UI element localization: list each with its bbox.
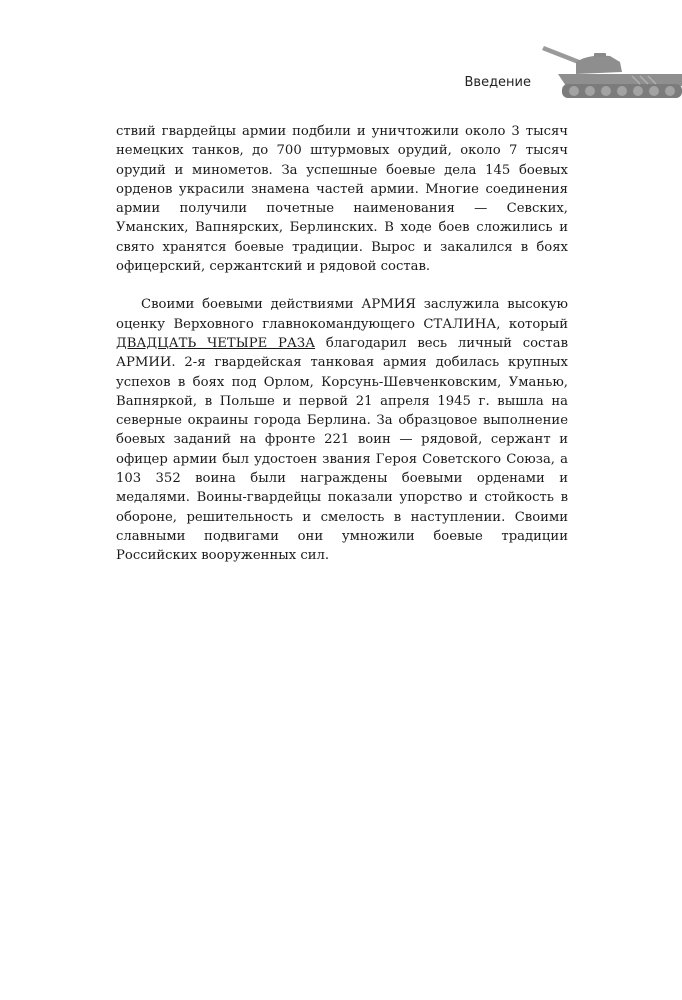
section-title: Введение xyxy=(464,75,531,90)
paragraph-2-underlined: ДВАДЦАТЬ ЧЕТЫРЕ РАЗА xyxy=(116,335,316,351)
paragraph-2 xyxy=(116,295,568,565)
tank-icon xyxy=(536,40,682,100)
paragraph-2-start: Своими боевыми действиями АРМИЯ заслужила высокую оценку Верховного главнокомандующего СТАЛИНА, который xyxy=(116,297,568,332)
body-text xyxy=(116,122,568,566)
paragraph-2-end: благодарил весь личный состав АРМИИ. 2-я гвардейская танковая армия добилась крупных успехов в боях под Орлом, Корсунь-Шевченковским, Уманью, Вапняркой, в Польше и первой 21 апреля 1945 г. вышла на северные окраины города Берлина. За образцовое выполнение боевых заданий на фронте 221 воин — рядовой, сержант и офицер армии был удостоен звания Героя Советского Союза, а 103 352 воина были награждены боевыми орденами и медалями. Воины-гвардейцы показали упорство и стойкость в обороне, решительность и смелость в наступлении. Своими славными подвигами они умножили боевые традиции Российских вооруженных сил. xyxy=(116,335,568,564)
paragraph-1: ствий гвардейцы армии подбили и уничтожили около 3 тысяч немецких танков, до 700 штурмовых орудий, около 7 тысяч орудий и минометов. За успешные боевые дела 145 боевых орденов украсили знамена частей армии. Многие соединения армии получили почетные наименования — Севских, Уманских, Вапнярских, Берлинских. В ходе боев сложились и свято хранятся боевые традиции. Вырос и закалился в боях офицерский, сержантский и рядовой состав. xyxy=(116,124,568,275)
running-header xyxy=(0,0,682,100)
